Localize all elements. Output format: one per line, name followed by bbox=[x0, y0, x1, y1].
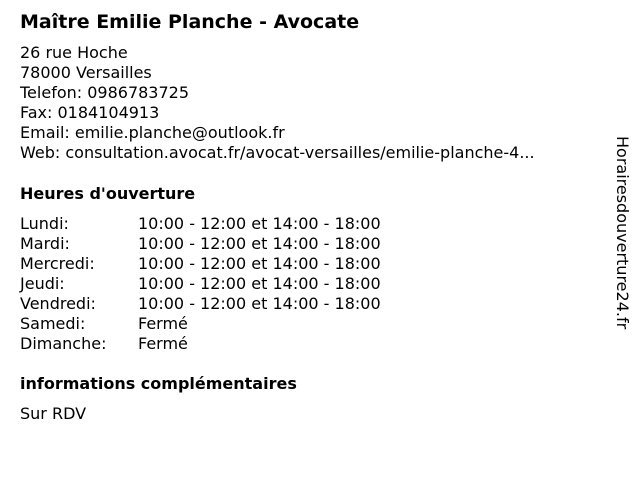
phone-line: Telefon: 0986783725 bbox=[20, 83, 190, 102]
hours-day: Vendredi: bbox=[20, 294, 96, 313]
hours-time: 10:00 - 12:00 et 14:00 - 18:00 bbox=[138, 274, 381, 293]
hours-day: Lundi: bbox=[20, 214, 69, 233]
hours-row-monday bbox=[20, 214, 381, 234]
hours-day: Dimanche: bbox=[20, 334, 107, 353]
hours-time: Fermé bbox=[138, 334, 188, 353]
fax-line: Fax: 0184104913 bbox=[20, 103, 160, 122]
web-line: Web: consultation.avocat.fr/avocat-versailles/emilie-planche-4... bbox=[20, 143, 535, 162]
info-heading: informations complémentaires bbox=[20, 374, 297, 393]
hours-row-sunday bbox=[20, 334, 381, 354]
hours-heading: Heures d'ouverture bbox=[20, 184, 196, 203]
street-line: 26 rue Hoche bbox=[20, 43, 128, 62]
hours-day: Mercredi: bbox=[20, 254, 95, 273]
hours-time: 10:00 - 12:00 et 14:00 - 18:00 bbox=[138, 254, 381, 273]
hours-time: 10:00 - 12:00 et 14:00 - 18:00 bbox=[138, 234, 381, 253]
hours-row-saturday bbox=[20, 314, 381, 334]
address-block bbox=[20, 43, 535, 163]
email-line: Email: emilie.planche@outlook.fr bbox=[20, 123, 285, 142]
site-watermark: Horairesdouverture24.fr bbox=[613, 136, 632, 330]
hours-row-tuesday bbox=[20, 234, 381, 254]
city-line: 78000 Versailles bbox=[20, 63, 152, 82]
hours-row-friday bbox=[20, 294, 381, 314]
hours-day: Jeudi: bbox=[20, 274, 65, 293]
hours-row-thursday bbox=[20, 274, 381, 294]
hours-time: Fermé bbox=[138, 314, 188, 333]
hours-day: Mardi: bbox=[20, 234, 70, 253]
page-title: Maître Emilie Planche - Avocate bbox=[20, 11, 360, 33]
info-text: Sur RDV bbox=[20, 404, 87, 423]
hours-row-wednesday bbox=[20, 254, 381, 274]
hours-time: 10:00 - 12:00 et 14:00 - 18:00 bbox=[138, 214, 381, 233]
hours-table bbox=[20, 214, 381, 354]
hours-day: Samedi: bbox=[20, 314, 86, 333]
hours-time: 10:00 - 12:00 et 14:00 - 18:00 bbox=[138, 294, 381, 313]
